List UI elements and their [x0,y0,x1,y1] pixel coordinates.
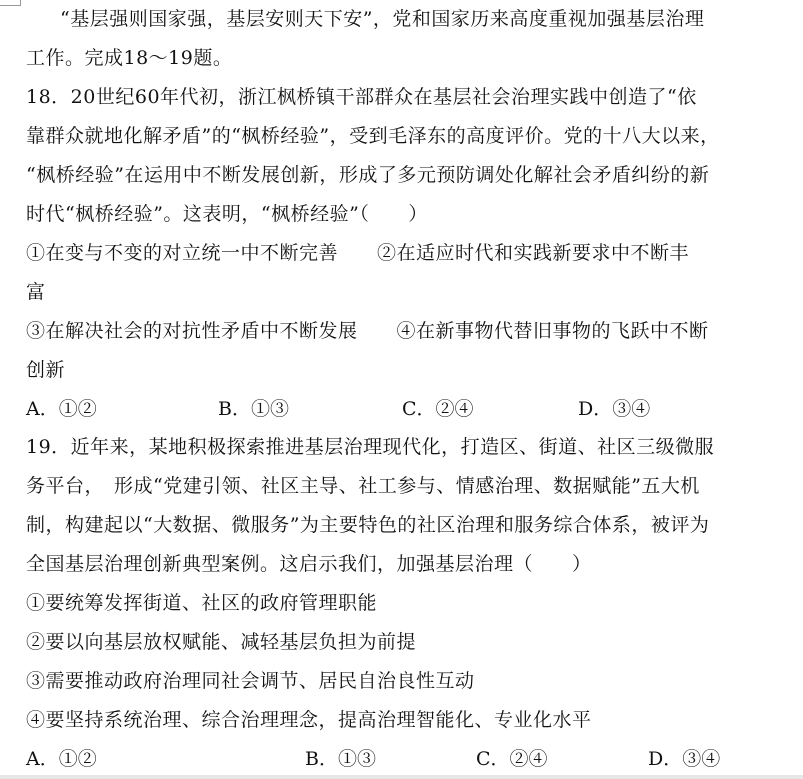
q19-option-a: A．①② [26,748,97,770]
intro-line: “基层强则国家强，基层安则天下安”，党和国家历来高度重视加强基层治理 [60,8,705,30]
q18-stem-line: 时代“枫桥经验”。这表明，“枫桥经验”（ ） [26,203,428,225]
q19-statement-line: ②要以向基层放权赋能、减轻基层负担为前提 [26,631,417,653]
q19-stem-line: 制，构建起以“大数据、微服务”为主要特色的社区治理和服务综合体系，被评为 [26,514,710,536]
q18-statement-line: 创新 [26,359,66,381]
q19-option-d: D．③④ [648,748,721,770]
q18-option-a: A．①② [26,398,97,420]
q18-stem-line: “枫桥经验”在运用中不断发展创新，形成了多元预防调处化解社会矛盾纠纷的新 [26,164,710,186]
q18-option-b: B．①③ [218,398,289,420]
page-bottom-edge [0,775,803,779]
q18-statement-line: ①在变与不变的对立统一中不断完善 ②在适应时代和实践新要求中不断丰 [26,242,690,264]
q19-option-b: B．①③ [305,748,376,770]
q18-stem-line: 靠群众就地化解矛盾”的“枫桥经验”，受到毛泽东的高度评价。党的十八大以来， [26,125,720,147]
q19-statement-line: ④要坚持系统治理、综合治理理念，提高治理智能化、专业化水平 [26,709,592,731]
q19-statement-line: ①要统筹发挥街道、社区的政府管理职能 [26,592,378,614]
q18-statement-line: 富 [26,281,46,303]
q18-statement-line: ③在解决社会的对抗性矛盾中不断发展 ④在新事物代替旧事物的飞跃中不断 [26,320,709,342]
page-corner-mark [0,0,21,6]
q19-option-c: C．②④ [476,748,548,770]
intro-line: 工作。完成18～19题。 [26,47,233,69]
q19-stem-line: 务平台， 形成“党建引领、社区主导、社工参与、情感治理、数据赋能”五大机 [26,475,700,497]
q18-option-d: D．③④ [578,398,651,420]
q19-stem-line: 19．近年来，某地积极探索推进基层治理现代化，打造区、街道、社区三级微服 [26,436,715,458]
q18-option-c: C．②④ [402,398,474,420]
q18-stem-line: 18．20世纪60年代初，浙江枫桥镇干部群众在基层社会治理实践中创造了“依 [26,86,697,108]
q19-stem-line: 全国基层治理创新典型案例。这启示我们，加强基层治理（ ） [26,553,592,575]
q19-statement-line: ③需要推动政府治理同社会调节、居民自治良性互动 [26,670,475,692]
